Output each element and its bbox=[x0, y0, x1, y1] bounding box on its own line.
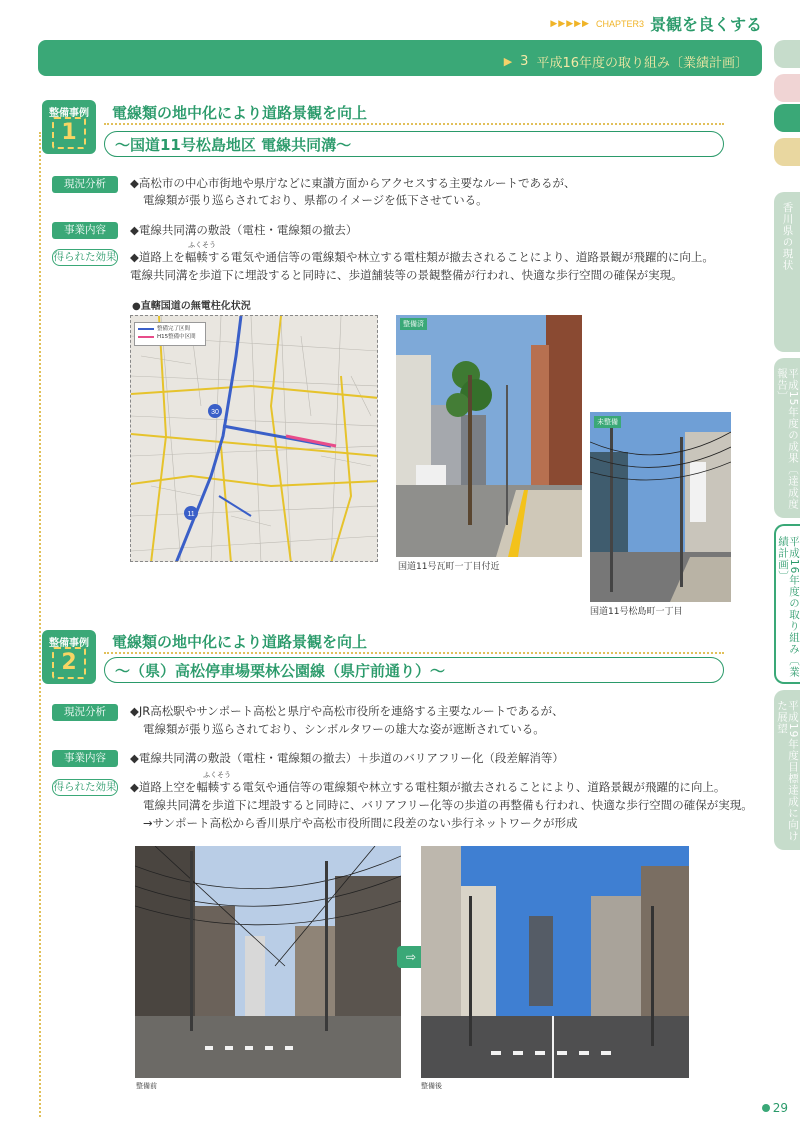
route-30-label: 30 bbox=[211, 409, 219, 416]
page-number-text: 29 bbox=[772, 1101, 788, 1115]
case2-content-label: 事業内容 bbox=[52, 750, 118, 767]
tab-label: 平成16年度の取り組み〔業績計画〕 bbox=[777, 536, 800, 678]
case-tag-label: 整備事例 bbox=[49, 638, 89, 649]
case-tag-label: 整備事例 bbox=[49, 108, 89, 119]
case2-effect-label: 得られた効果 bbox=[52, 779, 118, 796]
tab-h19-outlook[interactable] bbox=[774, 690, 800, 850]
section-number: 3 bbox=[520, 54, 529, 69]
case1-title-rule bbox=[104, 123, 724, 125]
road-map bbox=[130, 315, 378, 562]
case2-effect-text-3: →サンポート高松から香川県庁や高松市役所間に段差のない歩行ネットワークが形成 bbox=[143, 816, 578, 830]
tab-label: 平成19年度目標達成に向けた展望 bbox=[776, 700, 800, 842]
case2-status-text-2: 電線類が張り巡らされており、シンボルタワーの雄大な姿が遮断されている。 bbox=[143, 722, 545, 736]
chapter-arrows-icon: ▶▶▶▶▶ bbox=[550, 18, 590, 29]
case1-status-text-2: 電線類が張り巡らされており、県都のイメージを低下させている。 bbox=[143, 193, 488, 207]
tab-label: 平成15年度の成果〔達成度報告〕 bbox=[776, 368, 800, 510]
photo-done-label: 整備済 bbox=[400, 318, 427, 330]
legend-done: 整備完了区間 bbox=[157, 326, 191, 332]
case1-effect-text-1: ◆道路上を輻輳する電気や通信等の電線類や林立する電柱類が撤去されることにより、道路景観が飛躍的に向上。 bbox=[130, 250, 714, 264]
tab-marker-2 bbox=[774, 74, 800, 102]
case2-subtitle: ～（県）高松停車場栗林公園線（県庁前通り）～ bbox=[104, 657, 724, 683]
case1-content-text: ◆電線共同溝の敷設（電柱・電線類の撤去） bbox=[130, 223, 358, 237]
case1-effect-label: 得られた効果 bbox=[52, 249, 118, 266]
tab-marker-1 bbox=[774, 40, 800, 68]
case2-tag bbox=[42, 630, 96, 684]
section-arrow-icon: ▶ bbox=[503, 55, 513, 68]
tab-marker-3 bbox=[774, 104, 800, 132]
before-after-arrow-icon: ⇨ bbox=[397, 946, 425, 968]
case2-effect-text-1: ◆道路上空を輻輳する電気や通信等の電線類や林立する電柱類が撤去されることにより、道路景観が飛躍的に向上。 bbox=[130, 780, 726, 794]
case1-tag bbox=[42, 100, 96, 154]
route-11-label: 11 bbox=[187, 511, 195, 518]
case2-title: 電線類の地中化により道路景観を向上 bbox=[112, 633, 368, 651]
tab-marker-4 bbox=[774, 138, 800, 166]
case-number: 1 bbox=[52, 117, 86, 149]
photo-case2-before bbox=[135, 846, 401, 1078]
tab-h16-plan[interactable] bbox=[774, 524, 800, 684]
case1-status-text-1: ◆高松市の中心市街地や県庁などに東讃方面からアクセスする主要なルートであるが、 bbox=[130, 176, 576, 190]
tab-h15-results[interactable] bbox=[774, 358, 800, 518]
case1-content-label: 事業内容 bbox=[52, 222, 118, 239]
case1-ruby: ふくそう bbox=[188, 241, 216, 249]
legend-ongoing: H15整備中区間 bbox=[157, 334, 196, 340]
case2-effect-text-2: 電線共同溝を歩道下に埋設すると同時に、バリアフリー化等の歩道の再整備も行われ、快適な歩行空間の確保が実現。 bbox=[143, 798, 753, 812]
case2-status-label: 現況分析 bbox=[52, 704, 118, 721]
tab-label: 香川県の現状 bbox=[781, 202, 794, 271]
map-title: ●直轄国道の無電柱化状況 bbox=[132, 301, 251, 312]
section-title: 平成16年度の取り組み〔業績計画〕 bbox=[536, 56, 748, 71]
left-dotted-guide bbox=[39, 132, 41, 1117]
case-number: 2 bbox=[52, 647, 86, 679]
section-bar bbox=[38, 40, 762, 76]
chapter-title: 景観を良くする bbox=[649, 15, 762, 34]
case1-title: 電線類の地中化により道路景観を向上 bbox=[112, 104, 368, 122]
case2-content-text: ◆電線共同溝の敷設（電柱・電線類の撤去）＋歩道のバリアフリー化（段差解消等） bbox=[130, 751, 564, 765]
photo-done bbox=[396, 315, 582, 557]
case1-effect-text-2: 電線共同溝を歩道下に埋設すると同時に、歩道舗装等の景観整備が行われ、快適な歩行空間の確保が実現。 bbox=[130, 268, 683, 282]
tab-kagawa-status[interactable] bbox=[774, 192, 800, 352]
page-dot-icon bbox=[762, 1104, 770, 1112]
map-legend bbox=[134, 322, 206, 346]
chapter-heading bbox=[550, 12, 762, 35]
page-number bbox=[762, 1101, 788, 1115]
photo-before bbox=[590, 412, 731, 602]
case2-title-rule bbox=[104, 652, 724, 654]
case2-after-caption: 整備後 bbox=[421, 1082, 442, 1090]
case2-status-text-1: ◆JR高松駅やサンポート高松と県庁や高松市役所を連絡する主要なルートであるが、 bbox=[130, 704, 564, 718]
case1-status-label: 現況分析 bbox=[52, 176, 118, 193]
chapter-label: CHAPTER3 bbox=[595, 18, 644, 29]
case2-before-caption: 整備前 bbox=[136, 1082, 157, 1090]
photo-before-caption: 国道11号松島町一丁目 bbox=[590, 607, 683, 617]
photo-done-caption: 国道11号瓦町一丁目付近 bbox=[398, 562, 500, 572]
case1-subtitle: ～国道11号松島地区 電線共同溝～ bbox=[104, 131, 724, 157]
photo-before-label: 未整備 bbox=[594, 416, 621, 428]
photo-case2-after bbox=[421, 846, 689, 1078]
case2-ruby: ふくそう bbox=[203, 771, 231, 779]
